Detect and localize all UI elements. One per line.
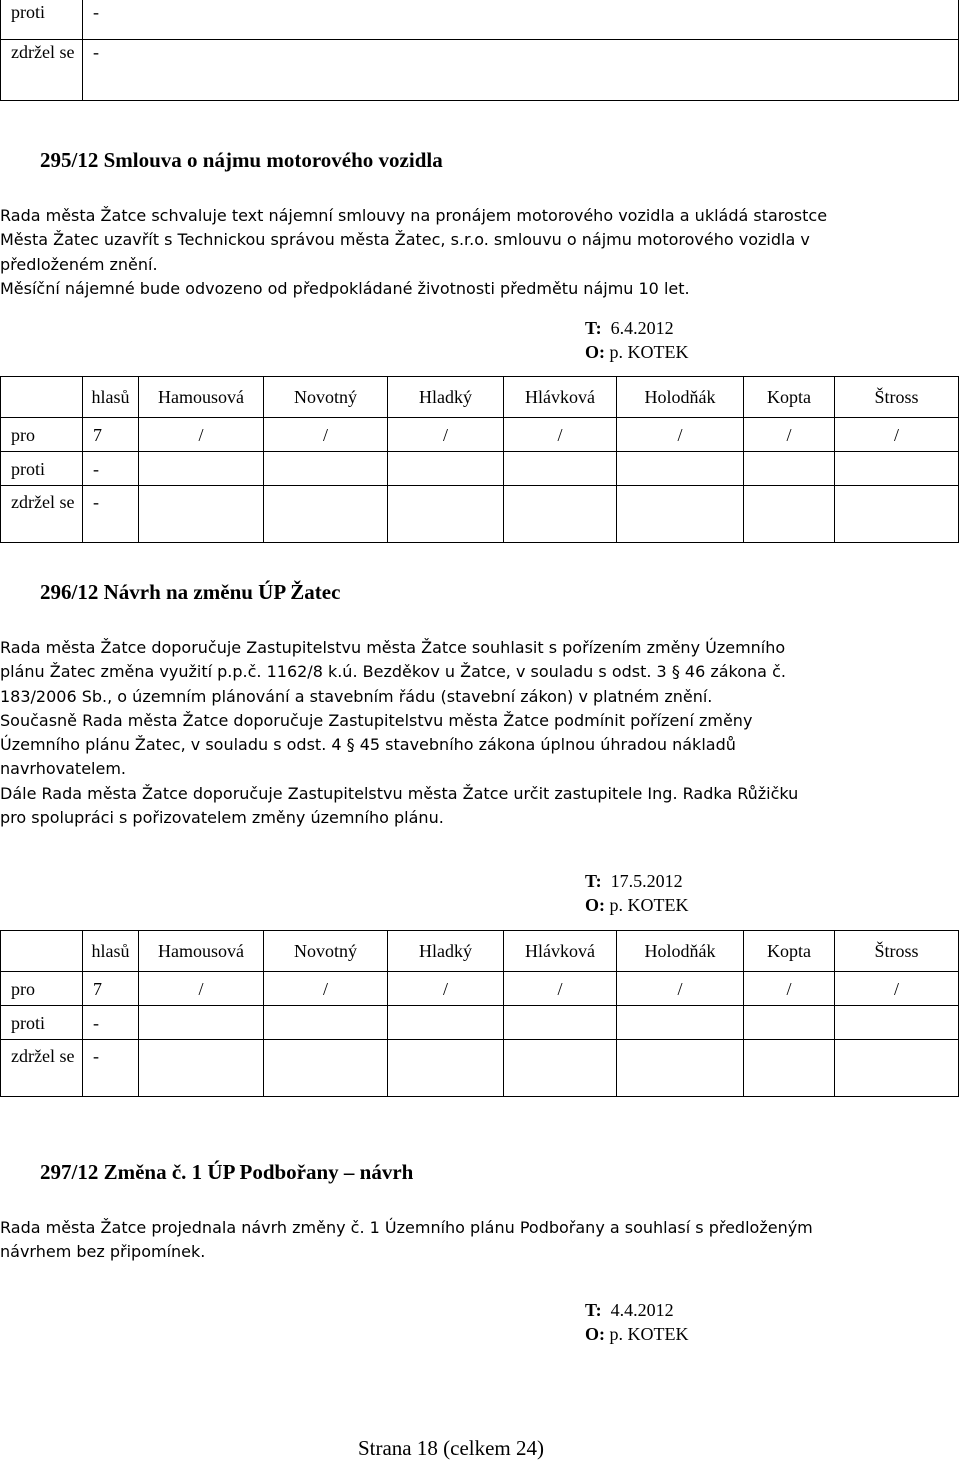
responsible-value: p. KOTEK	[609, 1324, 689, 1344]
vote-header: Hladký	[388, 377, 504, 418]
text-line: Města Žatec uzavřít s Technickou správou města Žatec, s.r.o. smlouvu o nájmu motorového vozidla v	[0, 230, 810, 250]
vote-header: Kopta	[744, 931, 835, 972]
text-line: Současně Rada města Žatce doporučuje Zastupitelstvu města Žatce podmínit pořízení změny	[0, 710, 753, 730]
vote-header: Hlávková	[504, 931, 617, 972]
deadline	[585, 869, 689, 917]
resolution-heading: 295/12 Smlouva o nájmu motorového vozidla	[40, 148, 443, 172]
text-line: navrhovatelem.	[0, 759, 126, 779]
vote-value: 7	[83, 418, 139, 452]
text-line: 183/2006 Sb., o územním plánování a stavebním řádu (stavební zákon) v platném znění.	[0, 686, 713, 706]
vote-header: Hamousová	[139, 931, 264, 972]
vote-value: /	[835, 418, 959, 452]
vote-label: proti	[1, 1006, 83, 1040]
responsible-value: p. KOTEK	[609, 342, 689, 362]
vote-value: -	[83, 1006, 139, 1040]
text-line: pro spolupráci s pořizovatelem změny územního plánu.	[0, 808, 444, 828]
vote-header: hlasů	[83, 377, 139, 418]
vote-header: Kopta	[744, 377, 835, 418]
resolution-text	[0, 204, 960, 301]
vote-label: pro	[1, 972, 83, 1006]
vote-header: Štross	[835, 377, 959, 418]
vote-value: /	[388, 972, 504, 1006]
resolution-heading: 297/12 Změna č. 1 ÚP Podbořany – návrh	[40, 1160, 414, 1184]
vote-label: proti	[1, 452, 83, 486]
deadline-label: T:	[585, 1300, 602, 1320]
deadline	[585, 1298, 689, 1346]
vote-header-row	[1, 377, 959, 418]
text-line: Měsíční nájemné bude odvozeno od předpokládané životnosti předmětu nájmu 10 let.	[0, 278, 690, 298]
vote-header: hlasů	[83, 931, 139, 972]
deadline-label: T:	[585, 318, 602, 338]
vote-value: -	[83, 0, 959, 40]
vote-header: Hladký	[388, 931, 504, 972]
text-line: předloženém znění.	[0, 254, 158, 274]
text-line: Dále Rada města Žatce doporučuje Zastupitelstvu města Žatce určit zastupitele Ing. Radka Růžičku	[0, 783, 799, 803]
vote-value: /	[504, 972, 617, 1006]
prev-vote-row-proti	[1, 0, 959, 40]
vote-header: Hamousová	[139, 377, 264, 418]
vote-value: -	[83, 1040, 139, 1097]
vote-label: zdržel se	[1, 486, 83, 543]
page-footer: Strana 18 (celkem 24)	[357, 1436, 545, 1460]
vote-table	[0, 930, 959, 1097]
vote-value: /	[744, 418, 835, 452]
vote-value: /	[388, 418, 504, 452]
prev-vote-row-zdrzel	[1, 40, 959, 101]
vote-value: -	[83, 40, 959, 101]
vote-label: proti	[1, 0, 83, 40]
vote-row-pro	[1, 972, 959, 1006]
vote-row-zdrzel	[1, 1040, 959, 1097]
vote-value: 7	[83, 972, 139, 1006]
vote-header: Holodňák	[617, 377, 744, 418]
vote-label: pro	[1, 418, 83, 452]
resolution-heading: 296/12 Návrh na změnu ÚP Žatec	[40, 580, 341, 604]
deadline-value: 6.4.2012	[610, 318, 674, 338]
vote-row-proti	[1, 452, 959, 486]
responsible-label: O:	[585, 895, 605, 915]
text-line: Rada města Žatce doporučuje Zastupitelstvu města Žatce souhlasit s pořízením změny Územního	[0, 638, 786, 657]
vote-value: -	[83, 452, 139, 486]
vote-header: Novotný	[264, 931, 388, 972]
vote-value: /	[617, 418, 744, 452]
vote-value: /	[139, 972, 264, 1006]
vote-header: Holodňák	[617, 931, 744, 972]
vote-table	[0, 376, 959, 543]
vote-header-empty	[1, 931, 83, 972]
vote-header-row	[1, 931, 959, 972]
vote-value: /	[264, 972, 388, 1006]
responsible-label: O:	[585, 1324, 605, 1344]
vote-row-zdrzel	[1, 486, 959, 543]
resolution-text	[0, 636, 960, 830]
text-line: Územního plánu Žatec, v souladu s odst. 4 § 45 stavebního zákona úplnou úhradou nákladů	[0, 735, 736, 755]
text-line: návrhem bez připomínek.	[0, 1242, 206, 1262]
vote-row-pro	[1, 418, 959, 452]
vote-header: Novotný	[264, 377, 388, 418]
vote-value: /	[835, 972, 959, 1006]
text-line: plánu Žatec změna využití p.p.č. 1162/8 k.ú. Bezděkov u Žatce, v souladu s odst. 3 § 46 zákona č.	[0, 662, 786, 682]
vote-label: zdržel se	[1, 40, 83, 101]
prev-vote-table	[0, 0, 959, 101]
vote-value: /	[139, 418, 264, 452]
text-line: Rada města Žatce schvaluje text nájemní smlouvy na pronájem motorového vozidla a ukládá starostce	[0, 206, 828, 225]
deadline-value: 4.4.2012	[610, 1300, 674, 1320]
deadline-value: 17.5.2012	[610, 871, 683, 891]
responsible-label: O:	[585, 342, 605, 362]
vote-value: /	[504, 418, 617, 452]
vote-value: -	[83, 486, 139, 543]
vote-header-empty	[1, 377, 83, 418]
vote-value: /	[617, 972, 744, 1006]
vote-value: /	[264, 418, 388, 452]
deadline-label: T:	[585, 871, 602, 891]
vote-label: zdržel se	[1, 1040, 83, 1097]
text-line: Rada města Žatce projednala návrh změny č. 1 Územního plánu Podbořany a souhlasí s předloženým	[0, 1218, 813, 1237]
resolution-text	[0, 1216, 960, 1265]
vote-header: Štross	[835, 931, 959, 972]
vote-value: /	[744, 972, 835, 1006]
deadline	[585, 316, 689, 364]
responsible-value: p. KOTEK	[609, 895, 689, 915]
vote-header: Hlávková	[504, 377, 617, 418]
vote-row-proti	[1, 1006, 959, 1040]
